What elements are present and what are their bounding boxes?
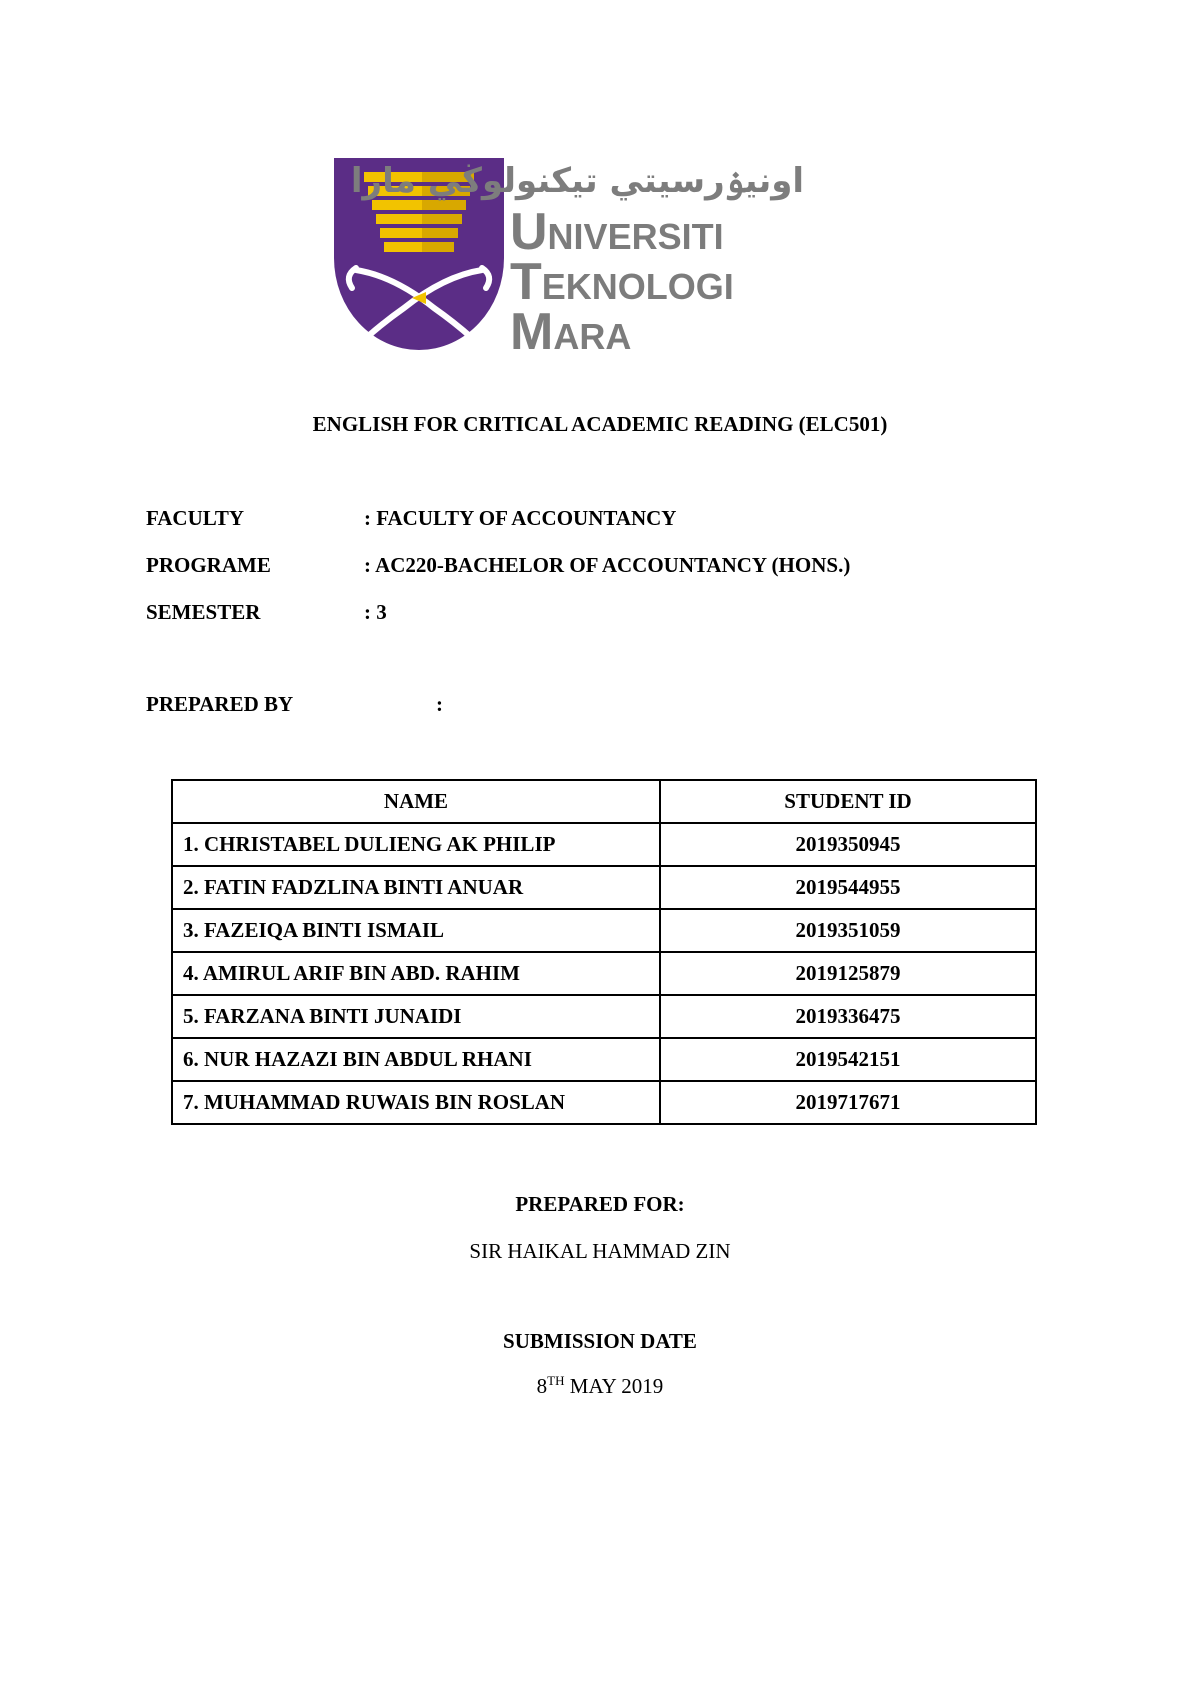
- student-name: 4. AMIRUL ARIF BIN ABD. RAHIM: [172, 952, 660, 995]
- logo-jawi-text: اونيۏرسيتي تيكنولوڬي مارا: [350, 161, 804, 201]
- table-row: [172, 952, 1036, 995]
- logo-word-universiti: Universiti: [510, 203, 724, 261]
- student-id-column-header: STUDENT ID: [660, 780, 1036, 823]
- logo-word-teknologi: Teknologi: [510, 253, 734, 311]
- prepared-by-colon: :: [436, 692, 443, 716]
- table-row: [172, 823, 1036, 866]
- programme-value: : AC220-BACHELOR OF ACCOUNTANCY (HONS.): [364, 553, 851, 577]
- prepared-by-label: PREPARED BY: [146, 692, 294, 716]
- logo-word-mara: Mara: [510, 303, 632, 361]
- table-row: [172, 909, 1036, 952]
- submission-month-year: MAY 2019: [564, 1374, 664, 1398]
- semester-value: : 3: [364, 600, 387, 624]
- student-name: 5. FARZANA BINTI JUNAIDI: [172, 995, 660, 1038]
- student-table: [171, 779, 1037, 1125]
- student-id: 2019717671: [660, 1081, 1036, 1124]
- student-id: 2019125879: [660, 952, 1036, 995]
- submission-date-label: SUBMISSION DATE: [503, 1329, 697, 1353]
- submission-date-value: [0, 1374, 1200, 1399]
- table-row: [172, 995, 1036, 1038]
- student-name: 1. CHRISTABEL DULIENG AK PHILIP: [172, 823, 660, 866]
- semester-label: SEMESTER: [146, 600, 261, 624]
- submission-day-suffix: TH: [547, 1373, 565, 1388]
- student-name: 2. FATIN FADZLINA BINTI ANUAR: [172, 866, 660, 909]
- student-id: 2019350945: [660, 823, 1036, 866]
- student-id: 2019542151: [660, 1038, 1036, 1081]
- prepared-for-label: PREPARED FOR:: [515, 1192, 685, 1216]
- faculty-value: : FACULTY OF ACCOUNTANCY: [364, 506, 677, 530]
- student-name: 7. MUHAMMAD RUWAIS BIN ROSLAN: [172, 1081, 660, 1124]
- table-row: [172, 1038, 1036, 1081]
- student-name: 6. NUR HAZAZI BIN ABDUL RHANI: [172, 1038, 660, 1081]
- student-id: 2019336475: [660, 995, 1036, 1038]
- table-row: [172, 866, 1036, 909]
- student-id: 2019544955: [660, 866, 1036, 909]
- table-header-row: [172, 780, 1036, 823]
- student-id: 2019351059: [660, 909, 1036, 952]
- student-name: 3. FAZEIQA BINTI ISMAIL: [172, 909, 660, 952]
- table-row: [172, 1081, 1036, 1124]
- submission-day: 8: [536, 1374, 548, 1398]
- university-logo: [334, 158, 804, 361]
- prepared-for-name: SIR HAIKAL HAMMAD ZIN: [469, 1239, 731, 1263]
- programme-label: PROGRAME: [146, 553, 271, 577]
- faculty-label: FACULTY: [146, 506, 245, 530]
- course-title: ENGLISH FOR CRITICAL ACADEMIC READING (ELC501): [312, 412, 888, 436]
- name-column-header: NAME: [172, 780, 660, 823]
